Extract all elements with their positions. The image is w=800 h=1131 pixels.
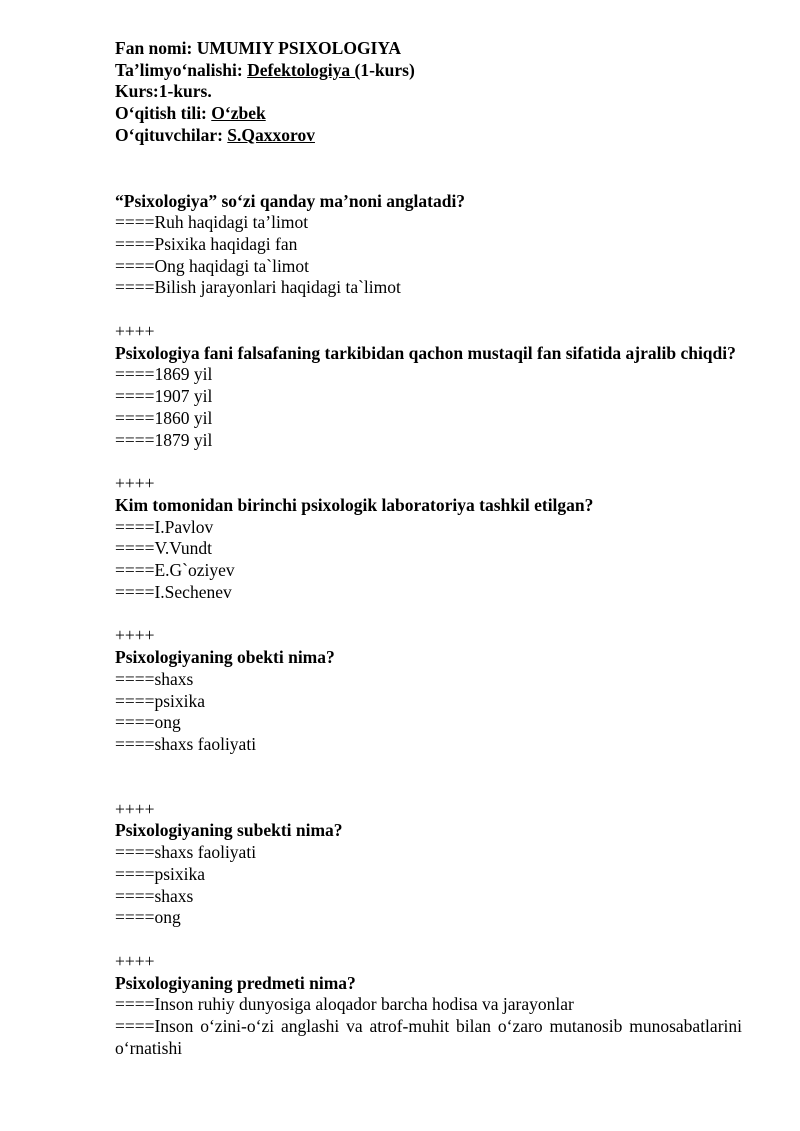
answer-option: ====1879 yil xyxy=(115,429,213,450)
question-separator: ++++ xyxy=(115,798,155,819)
answer-option: ====psixika xyxy=(115,863,206,884)
direction-value: Defektologiya ( xyxy=(247,59,361,80)
answer-option: ====ong xyxy=(115,907,181,928)
answer-option: ====1869 yil xyxy=(115,364,213,385)
question-block xyxy=(115,473,742,603)
answer-option: ====Ruh haqidagi ta’limot xyxy=(115,212,309,233)
answer-option: ====shaxs faoliyati xyxy=(115,733,257,754)
question-block xyxy=(115,321,742,451)
teachers-label: O‘qituvchilar: xyxy=(115,124,228,145)
answer-option: ====I.Pavlov xyxy=(115,516,214,537)
answer-option: ====ong xyxy=(115,712,181,733)
teachers-line xyxy=(115,125,742,147)
teachers-value: S.Qaxxorov xyxy=(227,124,315,145)
question-separator: ++++ xyxy=(115,321,155,342)
language-line xyxy=(115,103,742,125)
subject-line xyxy=(115,38,742,60)
direction-value-rest: 1-kurs) xyxy=(360,59,415,80)
answer-option: ====1860 yil xyxy=(115,407,213,428)
spacer xyxy=(115,603,742,625)
document-page xyxy=(115,38,742,1059)
answer-option: ====Psixika haqidagi fan xyxy=(115,233,298,254)
answer-option: ====1907 yil xyxy=(115,386,213,407)
direction-line xyxy=(115,60,742,82)
answer-option: ====I.Sechenev xyxy=(115,581,232,602)
question-text: Kim tomonidan birinchi psixologik laboratoriya tashkil etilgan? xyxy=(115,494,594,515)
subject-value: UMUMIY PSIXOLOGIYA xyxy=(196,38,402,58)
question-block xyxy=(115,191,742,300)
question-text: Psixologiyaning predmeti nima? xyxy=(115,972,356,993)
course-line: Kurs:1-kurs. xyxy=(115,81,212,102)
question-separator: ++++ xyxy=(115,950,155,971)
question-block xyxy=(115,625,742,755)
spacer xyxy=(115,929,742,951)
subject-label: Fan nomi: xyxy=(115,38,197,58)
question-text: Psixologiya fani falsafaning tarkibidan qachon mustaqil fan sifatida ajralib chiqdi? xyxy=(115,342,736,363)
spacer xyxy=(115,147,742,191)
answer-option: ====E.G`oziyev xyxy=(115,560,235,581)
answer-option: ====V.Vundt xyxy=(115,538,212,559)
answer-option: ====psixika xyxy=(115,690,206,711)
language-value: O‘zbek xyxy=(211,103,266,124)
document-header xyxy=(115,38,742,147)
answer-option: ====Ong haqidagi ta`limot xyxy=(115,255,310,276)
question-text: Psixologiyaning subekti nima? xyxy=(115,820,343,841)
answer-option: ====shaxs xyxy=(115,668,194,689)
question-separator: ++++ xyxy=(115,473,155,494)
question-separator: ++++ xyxy=(115,625,155,646)
answer-option: ====Bilish jarayonlari haqidagi ta`limot xyxy=(115,277,401,298)
spacer xyxy=(115,299,742,321)
direction-label: Ta’limyo‘nalishi: xyxy=(115,59,248,80)
answer-option: ====Inson o‘zini-o‘zi anglashi va atrof-muhit bilan o‘zaro mutanosib munosabatlarini o‘rnatishi xyxy=(115,1016,742,1058)
question-text: Psixologiyaning obekti nima? xyxy=(115,647,335,668)
language-label: O‘qitish tili: xyxy=(115,103,212,124)
question-block xyxy=(115,799,742,929)
answer-option: ====shaxs xyxy=(115,885,194,906)
spacer xyxy=(115,451,742,473)
spacer xyxy=(115,756,742,799)
answer-option: ====Inson ruhiy dunyosiga aloqador barcha hodisa va jarayonlar xyxy=(115,994,574,1015)
question-block xyxy=(115,951,742,1060)
answer-option: ====shaxs faoliyati xyxy=(115,842,257,863)
question-text: “Psixologiya” so‘zi qanday ma’noni anglatadi? xyxy=(115,190,466,211)
